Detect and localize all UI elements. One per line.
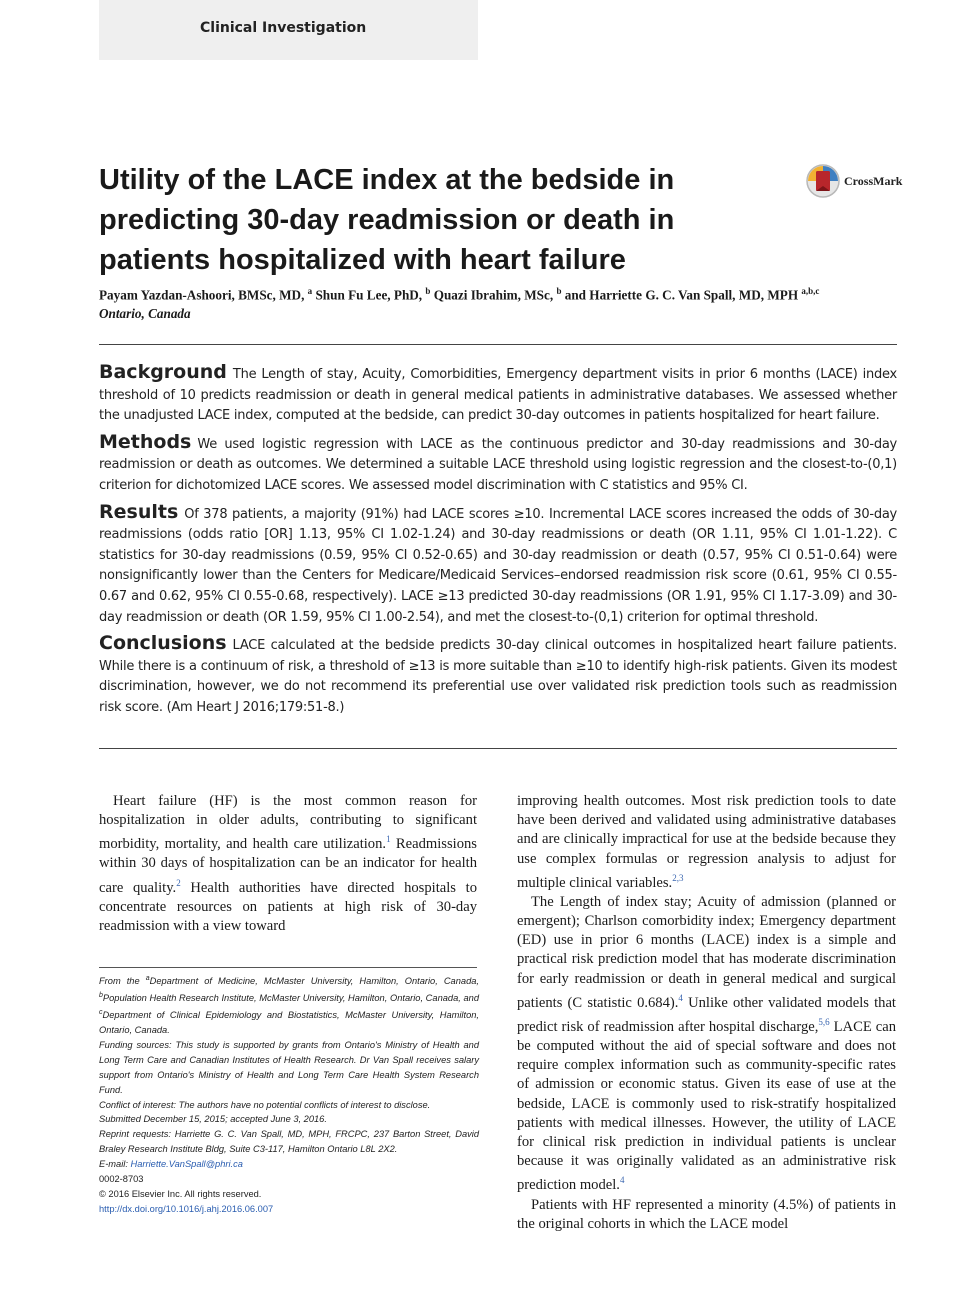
email-label: E-mail:	[99, 1159, 131, 1170]
footnote-text: From the	[99, 976, 146, 987]
results-heading: Results	[99, 500, 179, 523]
article-title: Utility of the LACE index at the bedside in predicting 30-day readmission or death in patients hospitalized with heart failure	[99, 164, 675, 276]
crossmark-icon	[806, 163, 840, 199]
abstract	[99, 362, 897, 724]
footnote-conflict: Conflict of interest: The authors have no potential conflicts of interest to disclose.	[99, 1099, 431, 1110]
crossmark-label: CrossMark	[844, 174, 903, 188]
body-text: improving health outcomes. Most risk prediction tools to date have been derived and validated using administrative databases and are clinically impractical for use at the bedside because they use complex formulas or regression analysis to adjust for multiple clinical variables.	[517, 793, 896, 891]
body-text: Unlike other validated models that predict risk of readmission after hospital discharge,	[517, 994, 896, 1035]
body-column-left	[99, 792, 477, 936]
body-paragraph	[517, 893, 896, 1196]
body-text: Readmissions within 30 days of hospitalization can be an indicator for health care quality.	[99, 836, 477, 896]
footnote-submitted: Submitted December 15, 2015; accepted June 3, 2016.	[99, 1114, 327, 1125]
body-paragraph	[517, 792, 896, 893]
email-link[interactable]: Harriette.VanSpall@phri.ca	[130, 1159, 243, 1170]
doi-link[interactable]: http://dx.doi.org/10.1016/j.ahj.2016.06.007	[99, 1203, 274, 1214]
abstract-conclusions	[99, 633, 897, 718]
body-text: LACE can be computed without the aid of special software and does not require complex information such as community-specific rates of admission or economic status. Given its ease of use at the bedside, LACE is commonly used to risk-stratify hospitalized patients with medical illnesses. However, the utility of LACE for clinical risk prediction in individual patients is unclear because it was originally validated as an administrative risk prediction model.	[517, 1018, 896, 1194]
footnote-text: Department of Medicine, McMaster University, Hamilton, Ontario, Canada,	[149, 976, 479, 987]
footnote-issn: 0002-8703	[99, 1174, 144, 1185]
body-text: Heart failure (HF) is the most common reason for hospitalization in older adults, contributing to significant morbidity, mortality, and health care utilization.	[99, 793, 477, 853]
author-4: and Harriette G. C. Van Spall, MD, MPH	[564, 287, 799, 303]
author-4-affil: a,b,c	[801, 286, 820, 296]
author-3-affil: b	[556, 286, 562, 296]
conclusions-heading: Conclusions	[99, 632, 227, 655]
body-paragraph	[99, 792, 477, 936]
citation-link[interactable]: 4	[619, 1175, 625, 1186]
abstract-top-rule	[99, 344, 897, 345]
abstract-methods	[99, 432, 897, 497]
affil-marker: b	[99, 992, 103, 999]
citation-link[interactable]: 2,3	[672, 872, 684, 883]
author-3: Quazi Ibrahim, MSc,	[433, 287, 554, 303]
footnote-copyright: © 2016 Elsevier Inc. All rights reserved.	[99, 1188, 262, 1199]
background-heading: Background	[99, 361, 227, 383]
background-text: The Length of stay, Acuity, Comorbidities, Emergency department visits in prior 6 months (LACE) index threshold of 10 predicts readmission or death in general medical patients in administrative databases. We assessed whether the unadjusted LACE index, computed at the bedside, can predict 30-day outcomes in patients hospitalized for heart failure.	[99, 367, 897, 424]
body-text: The Length of index stay; Acuity of admission (planned or emergent); Charlson comorbidity index; Emergency department (ED) use in prior 6 months (LACE) index is a simple and practical risk prediction model that has moderate discrimination for early readmission or death in general medical and surgical patients (C statistic 0.684).	[517, 893, 896, 1011]
results-text: Of 378 patients, a majority (91%) had LACE scores ≥10. Incremental LACE scores increased the odds of 30-day readmissions (odds ratio [OR] 1.13, 95% CI 1.02-1.24) and 30-day readmissions or death (OR 1.11, 95% CI 1.01-1.22). C statistics for 30-day readmissions (0.59, 95% CI 0.52-0.65) and 30-day readmission or death (0.57, 95% CI 0.51-0.64) were nonsignificantly lower than the Centers for Medicare/Medicaid Services–endorsed readmission risk score (0.61, 95% CI 0.55-0.67 and 0.62, 95% CI 0.55-0.68, respectively). LACE ≥13 predicted 30-day readmissions (OR 1.91, 95% CI 1.17-3.09) and 30-day readmission or death (OR 1.59, 95% CI 1.00-2.54), and met the closest-to-(0,1) criterion for optimal threshold.	[99, 506, 897, 625]
body-paragraph	[517, 1196, 896, 1234]
footnotes	[99, 972, 479, 1217]
footnote-email	[99, 1157, 479, 1172]
abstract-bottom-rule	[99, 748, 897, 749]
affil-marker: a	[145, 975, 150, 982]
crossmark-badge[interactable]	[806, 163, 906, 199]
methods-heading: Methods	[99, 430, 192, 453]
footnote-reprint: Reprint requests: Harriette G. C. Van Spall, MD, MPH, FRCPC, 237 Barton Street, David Braley Research Institute Bldg, Suite C3-117, Hamilton Ontario L8L 2X2.	[99, 1129, 479, 1155]
body-text: Health authorities have directed hospitals to concentrate resources on patients at high risk of 30-day readmission with a view toward	[99, 879, 477, 934]
author-list	[99, 282, 899, 323]
author-location: Ontario, Canada	[99, 306, 191, 322]
section-header-tab	[99, 0, 478, 60]
citation-link[interactable]: 5,6	[818, 1016, 830, 1027]
footnote-rule	[99, 967, 477, 968]
citation-link[interactable]: 2	[176, 877, 181, 888]
footnote-text: Department of Clinical Epidemiology and Biostatistics, McMaster University, Hamilton, Ontario, Canada.	[99, 1010, 479, 1035]
footnote-affiliations	[99, 972, 479, 1038]
abstract-background	[99, 362, 897, 427]
author-2-affil: b	[425, 286, 431, 296]
conclusions-text: LACE calculated at the bedside predicts 30-day clinical outcomes in hospitalized heart failure patients. While there is a continuum of risk, a threshold of ≥13 is more suitable than ≥10 to identify high-risk patients. Given its modest discrimination, however, we do not recommend its preferential use over validated risk prediction tools such as readmission risk score. (Am Heart J 2016;179:51-8.)	[99, 638, 897, 715]
abstract-results	[99, 502, 897, 629]
body-text: Patients with HF represented a minority (4.5%) of patients in the original cohorts in which the LACE model	[517, 1196, 896, 1232]
footnote-funding: Funding sources: This study is supported by grants from Ontario's Ministry of Health and Long Term Care and Canadian Institutes of Health Research. Dr Van Spall receives salary support from Ontario's Ministry of Health and Long Term Care Health System Research Fund.	[99, 1039, 479, 1095]
author-1-affil: a	[307, 286, 313, 296]
author-1: Payam Yazdan-Ashoori, BMSc, MD,	[99, 287, 305, 303]
citation-link[interactable]: 1	[386, 834, 391, 845]
author-2: Shun Fu Lee, PhD,	[315, 287, 423, 303]
methods-text: We used logistic regression with LACE as the continuous predictor and 30-day readmissions and 30-day readmission or death as outcomes. We determined a suitable LACE threshold using logistic regression and the closest-to-(0,1) criterion for dichotomized LACE scores. We assessed model discrimination with C statistics and 95% CI.	[99, 436, 897, 493]
citation-link[interactable]: 4	[678, 992, 683, 1003]
affil-marker: c	[99, 1009, 103, 1016]
section-label: Clinical Investigation	[200, 20, 367, 36]
body-column-right	[517, 792, 896, 1234]
footnote-text: Population Health Research Institute, McMaster University, Hamilton, Ontario, Canada, and	[102, 993, 479, 1004]
